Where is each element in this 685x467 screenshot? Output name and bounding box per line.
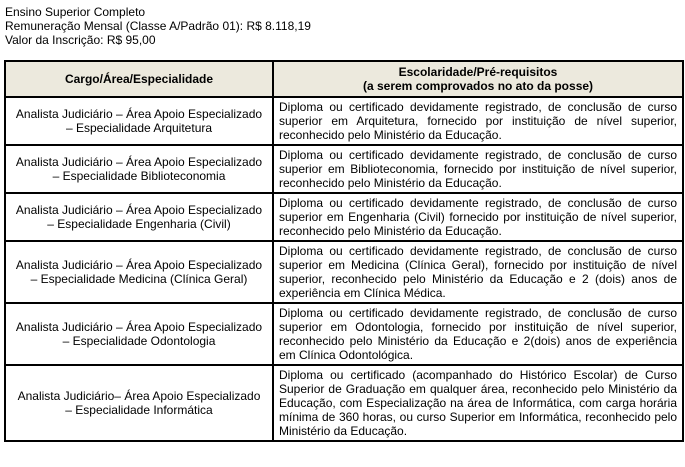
cell-cargo: Analista Judiciário– Área Apoio Especializado – Especialidade Informática <box>5 365 273 441</box>
column-header-escolaridade-title: Escolaridade/Pré-requisitos <box>398 65 558 79</box>
cell-escolaridade: Diploma ou certificado (acompanhado do Histórico Escolar) de Curso Superior de Graduação em qualquer área, reconhecido pelo Ministério da Educação, com Especialização na área de Informática, com carga horária mínima de 360 horas, ou curso Superior em Informática, reconhecido pelo Ministério da Educação. <box>273 365 683 441</box>
cell-escolaridade: Diploma ou certificado devidamente registrado, de conclusão de curso superior em Engenharia (Civil) fornecido por instituição de nível superior, reconhecido pelo Ministério da Educação. <box>273 193 683 241</box>
salary-line: Remuneração Mensal (Classe A/Padrão 01): R$ 8.118,19 <box>5 19 311 33</box>
vacancy-summary <box>4 5 682 47</box>
registration-fee-line: Valor da Inscrição: R$ 95,00 <box>5 33 156 47</box>
cell-escolaridade: Diploma ou certificado devidamente registrado, de conclusão de curso superior em Odontologia, fornecido por instituição de nível superior, reconhecido pelo Ministério da Educação e 2(dois) anos de experiência em Clínica Odontológica. <box>273 303 683 365</box>
table-row <box>5 145 683 193</box>
column-header-escolaridade <box>273 61 683 97</box>
cell-escolaridade: Diploma ou certificado devidamente registrado, de conclusão de curso superior em Medicina (Clínica Geral), fornecido por instituição de nível superior, reconhecido pelo Ministério da Educação e 2 (dois) anos de experiência em Clínica Médica. <box>273 241 683 303</box>
cell-escolaridade: Diploma ou certificado devidamente registrado, de conclusão de curso superior em Arquitetura, fornecido por instituição de nível superior, reconhecido pelo Ministério da Educação. <box>273 97 683 145</box>
positions-table <box>4 60 684 442</box>
column-header-cargo: Cargo/Área/Especialidade <box>5 61 273 97</box>
cell-escolaridade: Diploma ou certificado devidamente registrado, de conclusão de curso superior em Biblioteconomia, fornecido por instituição de nível superior, reconhecido pelo Ministério da Educação. <box>273 145 683 193</box>
table-row <box>5 303 683 365</box>
table-row <box>5 365 683 441</box>
education-level-line: Ensino Superior Completo <box>5 5 146 19</box>
column-header-escolaridade-subtitle: (a serem comprovados no ato da posse) <box>362 79 594 93</box>
table-row <box>5 241 683 303</box>
cell-cargo: Analista Judiciário – Área Apoio Especializado – Especialidade Engenharia (Civil) <box>5 193 273 241</box>
table-row <box>5 193 683 241</box>
cell-cargo: Analista Judiciário – Área Apoio Especializado – Especialidade Arquitetura <box>5 97 273 145</box>
cell-cargo: Analista Judiciário – Área Apoio Especializado – Especialidade Biblioteconomia <box>5 145 273 193</box>
table-row <box>5 97 683 145</box>
cell-cargo: Analista Judiciário – Área Apoio Especializado – Especialidade Odontologia <box>5 303 273 365</box>
table-header-row <box>5 61 683 97</box>
cell-cargo: Analista Judiciário – Área Apoio Especializado – Especialidade Medicina (Clínica Geral) <box>5 241 273 303</box>
